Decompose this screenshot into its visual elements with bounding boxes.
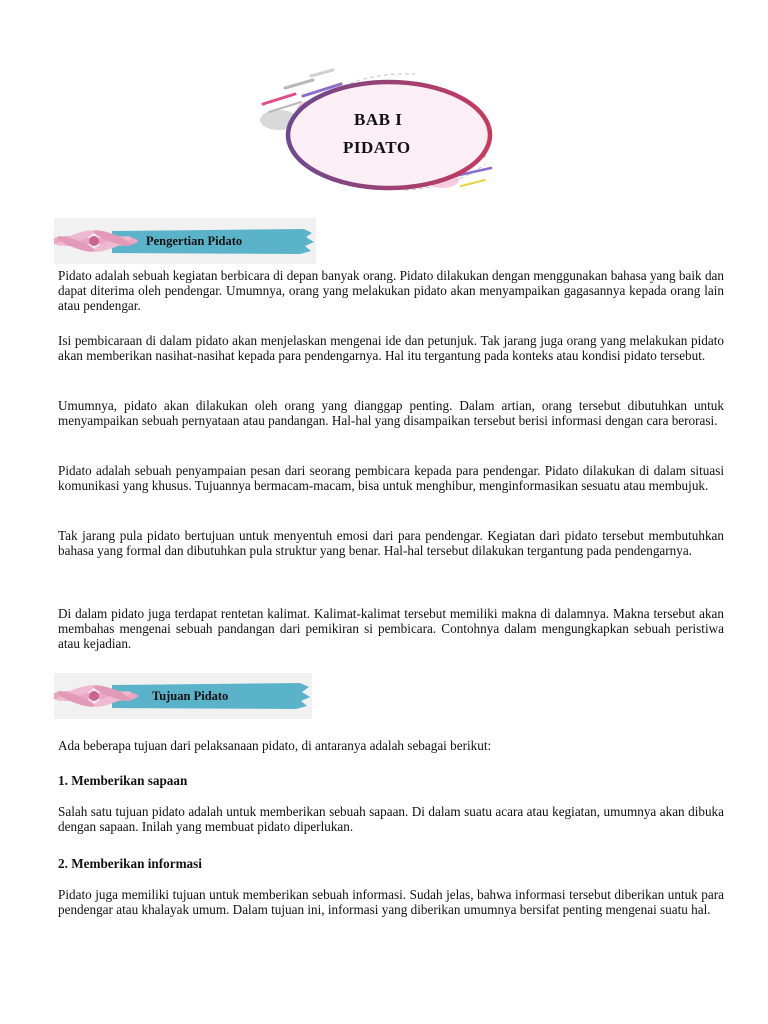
section-title-tujuan: Tujuan Pidato [152, 689, 229, 703]
paragraph-3: Umumnya, pidato akan dilakukan oleh orang yang dianggap penting. Dalam artian, orang tersebut dibutuhkan untuk menyampaikan sebuah pernyataan atau pandangan. Hal-hal yang disampaikan tersebut berisi informasi dengan cara berorasi. [58, 398, 724, 428]
paragraph-5: Tak jarang pula pidato bertujuan untuk menyentuh emosi dari para pendengar. Kegiatan dari pidato tersebut membutuhkan bahasa yang formal dan dibutuhkan pula struktur yang benar. Hal-hal tersebut dilakukan tergantung pada pendengarnya. [58, 528, 724, 558]
item-paragraph-2: Pidato juga memiliki tujuan untuk memberikan sebuah informasi. Sudah jelas, bahwa informasi tersebut diberikan untuk para pendengar atau khalayak umum. Dalam tujuan ini, informasi yang diberikan umumnya bersifat penting mengenai suatu hal. [58, 887, 724, 917]
paragraph-2: Isi pembicaraan di dalam pidato akan menjelaskan mengenai ide dan petunjuk. Tak jarang juga orang yang melakukan pidato akan memberikan nasihat-nasihat kepada para pendengarnya. Hal itu tergantung pada konteks atau kondisi pidato tersebut. [58, 333, 724, 363]
intro-paragraph: Ada beberapa tujuan dari pelaksanaan pidato, di antaranya adalah sebagai berikut: [58, 738, 492, 753]
title-pidato: PIDATO [343, 138, 411, 157]
title-bab: BAB I [354, 110, 403, 129]
paragraph-6: Di dalam pidato juga terdapat rentetan kalimat. Kalimat-kalimat tersebut memiliki makna di dalamnya. Makna tersebut akan membahas mengenai sebuah pandangan dari pemikiran si pembicara. Contohnya dalam mengungkapkan sebuah peristiwa atau kejadian. [58, 606, 724, 651]
item-heading-1: 1. Memberikan sapaan [58, 773, 188, 788]
paragraph-1: Pidato adalah sebuah kegiatan berbicara di depan banyak orang. Pidato dilakukan dengan menggunakan bahasa yang baik dan dapat diterima oleh pendengar. Umumnya, orang yang melakukan pidato akan menyampaikan gagasannya kepada orang lain atau pendengar. [58, 268, 724, 313]
paragraph-4: Pidato adalah sebuah penyampaian pesan dari seorang pembicara kepada para pendengar. Pidato dilakukan di dalam situasi komunikasi yang khusus. Tujuannya bermacam-macam, bisa untuk menghibur, menginformasikan sesuatu atau membujuk. [58, 463, 724, 493]
item-paragraph-1: Salah satu tujuan pidato adalah untuk memberikan sebuah sapaan. Di dalam suatu acara atau kegiatan, umumnya akan dibuka dengan sapaan. Inilah yang membuat pidato diperlukan. [58, 804, 724, 834]
title-emblem [255, 68, 505, 198]
section-banner-pengertian [54, 218, 316, 264]
item-heading-2: 2. Memberikan informasi [58, 856, 202, 871]
section-banner-tujuan [54, 673, 312, 719]
section-title-pengertian: Pengertian Pidato [146, 234, 243, 248]
